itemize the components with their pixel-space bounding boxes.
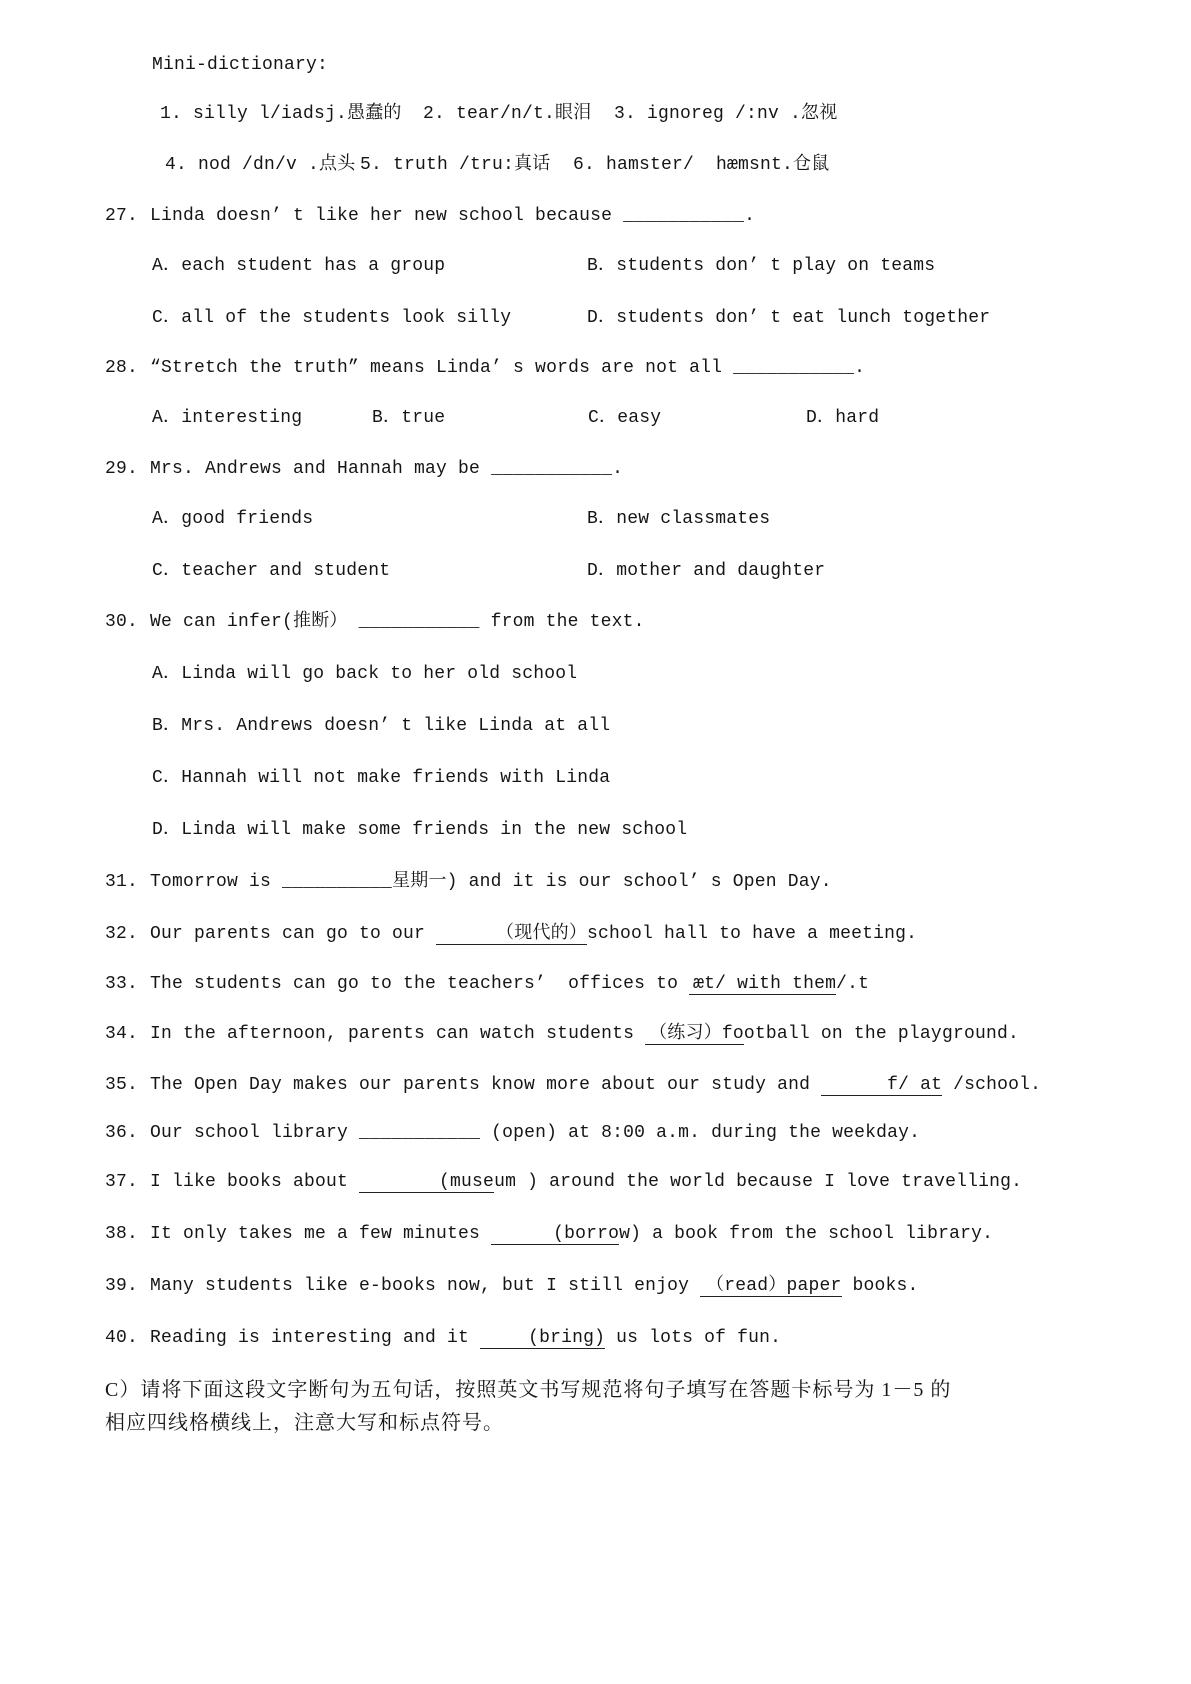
option-c: C．teacher and student — [152, 561, 391, 581]
answer-blank-with-hint: （read）paper — [700, 1276, 841, 1297]
dictionary-entry: 5. truth /tru:真话 — [360, 155, 551, 175]
option-b: B．students don’ t play on teams — [587, 256, 936, 276]
question-36 — [105, 1121, 920, 1145]
question-number: 28. — [105, 358, 139, 378]
option-c: C．all of the students look silly — [152, 308, 512, 328]
question-number: 27. — [105, 206, 139, 226]
option-d: D．mother and daughter — [587, 561, 826, 581]
question-text: The students can go to the teachers’ offices to — [150, 974, 690, 994]
option-d: D．students don’ t eat lunch together — [587, 308, 991, 328]
question-text: us lots of fun. — [605, 1328, 782, 1348]
question-end: . — [612, 459, 624, 479]
question-number: 30. — [105, 612, 139, 632]
question-number: 34. — [105, 1024, 139, 1044]
question-end: from the text. — [479, 612, 645, 632]
answer-blank-with-hint: (bring) — [480, 1328, 605, 1349]
answer-blank-with-hint: （现代的） — [436, 924, 587, 945]
question-text: Tomorrow is — [150, 872, 283, 892]
dictionary-entry: 1. silly l/iadsj.愚蠢的 — [160, 104, 402, 124]
answer-blank-with-hint: （练习）fo — [645, 1024, 744, 1045]
option-c: C．easy — [588, 408, 662, 428]
answer-blank: __________ — [282, 872, 393, 892]
question-number: 35. — [105, 1075, 139, 1095]
option-a: A．interesting — [152, 408, 303, 428]
question-27 — [105, 204, 755, 228]
question-40 — [105, 1326, 781, 1350]
question-text: um ) around the world because I love travelling. — [494, 1172, 1023, 1192]
option-c: C．Hannah will not make friends with Linda — [152, 768, 611, 788]
question-text: Our school library — [150, 1123, 360, 1143]
dictionary-entry: 6. hamster/ hæmsnt.仓鼠 — [573, 155, 830, 175]
question-33 — [105, 972, 869, 996]
question-number: 33. — [105, 974, 139, 994]
question-number: 37. — [105, 1172, 139, 1192]
dictionary-entry: 3. ignoreg /:nv .忽视 — [614, 104, 838, 124]
question-stem: Linda doesn’ t like her new school because — [150, 206, 624, 226]
question-text: The Open Day makes our parents know more about our study and — [150, 1075, 822, 1095]
option-d: D．Linda will make some friends in the new school — [152, 820, 688, 840]
answer-blank-with-hint: (borro — [491, 1224, 619, 1245]
question-number: 32. — [105, 924, 139, 944]
question-text: It only takes me a few minutes — [150, 1224, 492, 1244]
question-number: 39. — [105, 1276, 139, 1296]
question-30 — [105, 610, 645, 634]
question-stem: Mrs. Andrews and Hannah may be — [150, 459, 492, 479]
question-35 — [105, 1073, 1041, 1097]
question-37 — [105, 1170, 1022, 1194]
answer-blank-with-hint: f/ at — [821, 1075, 942, 1096]
question-text: books. — [841, 1276, 919, 1296]
answer-blank: ___________ — [733, 358, 855, 378]
section-c-instruction-line1: C）请将下面这段文字断句为五句话，按照英文书写规范将句子填写在答题卡标号为 1－5 的 — [105, 1379, 952, 1401]
question-stem: “Stretch the truth” means Linda’ s words are not all — [150, 358, 734, 378]
question-28 — [105, 356, 865, 380]
mini-dictionary-heading: Mini-dictionary: — [152, 55, 329, 75]
option-d: D．hard — [806, 408, 880, 428]
answer-blank: ___________ — [358, 612, 480, 632]
question-text: school hall to have a meeting. — [587, 924, 918, 944]
question-text: 星期一) and it is our school’ s Open Day. — [392, 872, 832, 892]
answer-blank-with-hint: (muse — [359, 1172, 494, 1193]
question-29 — [105, 457, 623, 481]
question-text: /school. — [942, 1075, 1042, 1095]
option-a: A．each student has a group — [152, 256, 446, 276]
question-text: (open) at 8:00 a.m. during the weekday. — [480, 1123, 921, 1143]
question-text: I like books about — [150, 1172, 360, 1192]
option-a: A．Linda will go back to her old school — [152, 664, 578, 684]
answer-blank: ___________ — [491, 459, 613, 479]
answer-blank-with-hint: æt/ with them — [689, 974, 836, 995]
question-39 — [105, 1274, 919, 1298]
question-38 — [105, 1222, 993, 1246]
question-text: Reading is interesting and it — [150, 1328, 481, 1348]
question-stem: We can infer(推断） — [150, 612, 359, 632]
dictionary-entry: 2. tear/n/t.眼泪 — [423, 104, 592, 124]
question-text: /.t — [836, 974, 870, 994]
question-number: 38. — [105, 1224, 139, 1244]
question-32 — [105, 922, 917, 946]
answer-blank: ___________ — [623, 206, 745, 226]
option-a: A．good friends — [152, 509, 314, 529]
question-text: Many students like e-books now, but I still enjoy — [150, 1276, 701, 1296]
option-b: B．new classmates — [587, 509, 771, 529]
question-31 — [105, 870, 832, 894]
question-number: 40. — [105, 1328, 139, 1348]
answer-blank: ___________ — [359, 1123, 481, 1143]
section-c-instruction-line2: 相应四线格横线上，注意大写和标点符号。 — [105, 1412, 504, 1434]
question-number: 36. — [105, 1123, 139, 1143]
question-text: w) a book from the school library. — [619, 1224, 994, 1244]
question-number: 31. — [105, 872, 139, 892]
option-b: B．true — [372, 408, 446, 428]
dictionary-entry: 4. nod /dn/v .点头 — [165, 155, 356, 175]
question-end: . — [744, 206, 756, 226]
question-text: Our parents can go to our — [150, 924, 437, 944]
question-number: 29. — [105, 459, 139, 479]
option-b: B．Mrs. Andrews doesn’ t like Linda at all — [152, 716, 611, 736]
question-text: otball on the playground. — [743, 1024, 1019, 1044]
question-text: In the afternoon, parents can watch students — [150, 1024, 646, 1044]
question-34 — [105, 1022, 1019, 1046]
question-end: . — [854, 358, 866, 378]
